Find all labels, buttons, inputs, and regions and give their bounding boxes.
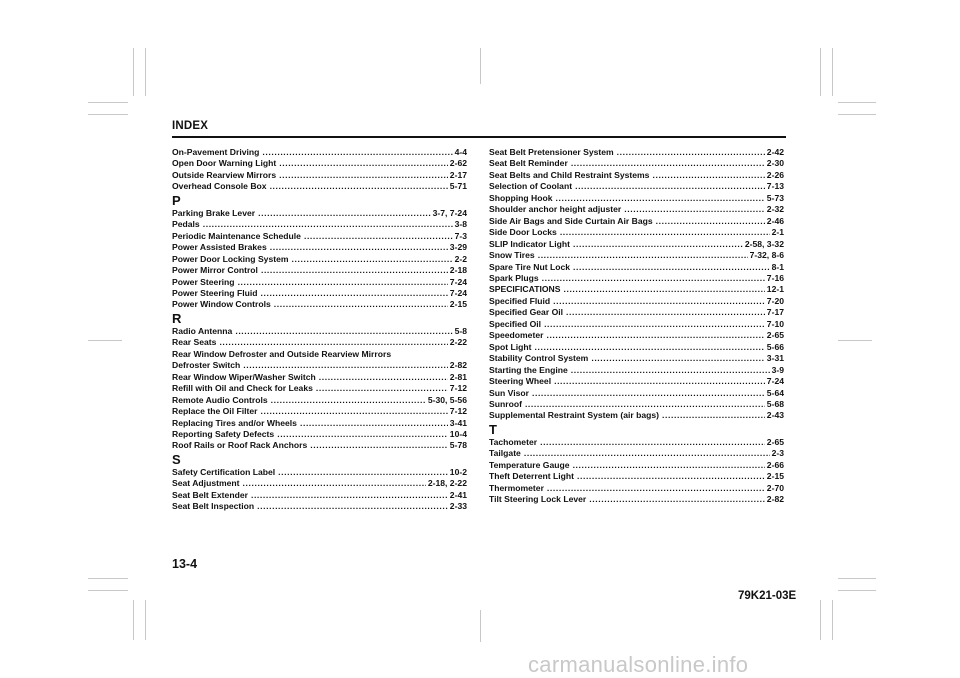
index-entry-title: Steering Wheel	[489, 376, 552, 387]
dot-leader	[571, 158, 765, 169]
index-entry-page: 7-12	[449, 383, 467, 394]
crop-mark	[838, 578, 876, 579]
dot-leader	[575, 181, 765, 192]
dot-leader	[279, 170, 448, 181]
dot-leader	[278, 467, 448, 478]
index-entry-page: 7-16	[766, 272, 784, 283]
dot-leader	[279, 158, 448, 169]
dot-leader	[203, 219, 453, 230]
index-entry	[172, 219, 467, 230]
index-entry	[489, 250, 784, 261]
index-entry	[172, 208, 467, 219]
index-entry-page: 2-82	[449, 360, 467, 371]
index-entry-page: 2-81	[449, 371, 467, 382]
index-entry-title: Power Assisted Brakes	[172, 242, 267, 253]
index-entry	[172, 242, 467, 253]
dot-leader	[524, 448, 770, 459]
index-entry-title: Power Mirror Control	[172, 265, 258, 276]
index-entry	[172, 372, 467, 383]
index-entry	[489, 471, 784, 482]
index-entry-title: Roof Rails or Roof Rack Anchors	[172, 440, 308, 451]
index-entry	[489, 399, 784, 410]
index-entry-page: 7-13	[766, 181, 784, 192]
index-entry-title: Periodic Maintenance Schedule	[172, 230, 301, 241]
dot-leader	[238, 277, 448, 288]
dot-leader	[656, 216, 765, 227]
index-entry	[172, 418, 467, 429]
index-entry-page: 4-4	[454, 147, 467, 157]
index-entry-title: Specified Oil	[489, 318, 542, 329]
index-entry-page: 7-24	[449, 276, 467, 287]
index-entry-page: 5-71	[449, 181, 467, 192]
index-entry-title: Seat Belt Pretensioner System	[489, 147, 614, 157]
index-entry-title: Speedometer	[489, 330, 544, 341]
header-rule	[172, 136, 786, 138]
index-entry-title: Open Door Warning Light	[172, 158, 277, 169]
index-entry-page: 2-18	[449, 265, 467, 276]
dot-leader	[525, 399, 765, 410]
dot-leader	[260, 406, 447, 417]
crop-mark	[145, 600, 146, 640]
dot-leader	[258, 208, 430, 219]
index-entry-title: Supplemental Restraint System (air bags)	[489, 410, 660, 421]
index-entry-title: Power Steering Fluid	[172, 287, 258, 298]
dot-leader	[262, 147, 452, 158]
index-entry-page: 7-24	[766, 376, 784, 387]
dot-leader	[652, 170, 764, 181]
index-entry-title: Reporting Safety Defects	[172, 428, 275, 439]
index-entry-title: Spare Tire Nut Lock	[489, 261, 571, 272]
index-entry-title: Seat Belt Inspection	[172, 501, 255, 512]
dot-leader	[566, 307, 765, 318]
index-entry-page: 2-62	[449, 158, 467, 169]
index-entry-title: SPECIFICATIONS	[489, 284, 561, 295]
page-title: INDEX	[172, 120, 209, 132]
index-entry-page: 2-1	[771, 227, 784, 238]
index-entry	[489, 410, 784, 421]
crop-mark	[88, 590, 128, 591]
dot-leader	[544, 319, 765, 330]
dot-leader	[624, 204, 765, 215]
index-entry	[172, 406, 467, 417]
crop-mark	[820, 600, 821, 640]
dot-leader	[243, 478, 426, 489]
index-entry	[489, 296, 784, 307]
index-entry	[489, 483, 784, 494]
crop-mark	[838, 102, 876, 103]
index-entry	[489, 460, 784, 471]
index-entry-page: 2-18, 2-22	[427, 478, 467, 489]
index-entry	[489, 388, 784, 399]
index-entry-title: Seat Belt Reminder	[489, 158, 568, 169]
index-entry-page: 10-2	[449, 466, 467, 477]
dot-leader	[573, 262, 770, 273]
dot-leader	[304, 231, 453, 242]
index-entry-page: 2-22	[449, 337, 467, 348]
index-entry	[489, 158, 784, 169]
dot-leader	[261, 265, 448, 276]
index-entry-page: 2-33	[449, 501, 467, 512]
index-entry-title: Shopping Hook	[489, 192, 553, 203]
index-entry	[172, 383, 467, 394]
index-entry-title: Starting the Engine	[489, 364, 568, 375]
index-entry-title: Spot Light	[489, 341, 532, 352]
index-entry-title: Power Door Locking System	[172, 253, 289, 264]
index-entry-title: Parking Brake Lever	[172, 207, 256, 218]
index-entry	[489, 193, 784, 204]
dot-leader	[300, 418, 448, 429]
index-entry	[172, 147, 467, 158]
dot-leader	[547, 483, 765, 494]
index-entry	[172, 158, 467, 169]
page-number: 13-4	[172, 557, 198, 571]
dot-leader	[553, 296, 765, 307]
index-entry-title: Seat Belt Extender	[172, 489, 248, 500]
index-entry	[489, 437, 784, 448]
index-entry-page: 5-68	[766, 398, 784, 409]
index-entry	[172, 231, 467, 242]
index-entry-title: Sun Visor	[489, 387, 529, 398]
dot-leader	[571, 365, 770, 376]
index-entry-page: 7-20	[766, 295, 784, 306]
index-entry	[489, 284, 784, 295]
index-entry-page: 2-65	[766, 330, 784, 341]
dot-leader	[310, 440, 448, 451]
dot-leader	[260, 288, 447, 299]
dot-leader	[556, 193, 765, 204]
index-entry-title: Radio Antenna	[172, 325, 233, 336]
index-entry-title: Thermometer	[489, 482, 544, 493]
dot-leader	[554, 376, 765, 387]
index-entry-title: Specified Gear Oil	[489, 307, 564, 318]
index-entry-heading: Rear Window Defroster and Outside Rearview Mirrors	[172, 348, 392, 359]
index-entry-title: Sunroof	[489, 398, 522, 409]
index-entry	[172, 360, 467, 371]
index-entry-title: Seat Belts and Child Restraint Systems	[489, 169, 650, 180]
index-entry-title: Temperature Gauge	[489, 459, 570, 470]
index-entry-page: 3-7, 7-24	[432, 207, 467, 218]
dot-leader	[270, 181, 448, 192]
index-entry	[489, 448, 784, 459]
index-entry-page: 5-78	[449, 440, 467, 451]
index-entry-title: Power Steering	[172, 276, 235, 287]
index-entry-title: Pedals	[172, 219, 200, 230]
index-entry-page: 12-1	[766, 284, 784, 295]
index-entry-title: Refill with Oil and Check for Leaks	[172, 383, 313, 394]
dot-leader	[532, 388, 765, 399]
index-entry-title: Side Air Bags and Side Curtain Air Bags	[489, 215, 653, 226]
index-entry-page: 3-9	[771, 364, 784, 375]
index-entry-title: Snow Tires	[489, 250, 535, 261]
index-column-left	[172, 147, 467, 513]
index-entry-page: 5-30, 5-56	[427, 394, 467, 405]
index-entry-title: Selection of Coolant	[489, 181, 573, 192]
dot-leader	[271, 395, 426, 406]
index-entry-title: Specified Fluid	[489, 295, 551, 306]
index-entry-page: 2-3	[771, 448, 784, 459]
index-entry	[489, 227, 784, 238]
index-entry	[172, 395, 467, 406]
index-section-letter: P	[172, 192, 181, 208]
dot-leader	[319, 372, 448, 383]
index-entry	[172, 181, 467, 192]
dot-leader	[577, 471, 765, 482]
index-entry	[172, 170, 467, 181]
index-entry	[489, 170, 784, 181]
dot-leader	[235, 326, 452, 337]
index-entry-page: 7-24	[449, 287, 467, 298]
crop-mark	[88, 114, 128, 115]
index-entry	[172, 277, 467, 288]
index-entry-title: Power Window Controls	[172, 299, 271, 310]
index-entry	[489, 273, 784, 284]
dot-leader	[560, 227, 770, 238]
index-entry-title: Side Door Locks	[489, 227, 557, 238]
index-entry-page: 2-2	[454, 253, 467, 264]
index-entry-title: Stability Control System	[489, 353, 589, 364]
watermark: carmanualsonline.info	[528, 652, 749, 677]
dot-leader	[563, 284, 764, 295]
index-entry-page: 2-15	[766, 471, 784, 482]
dot-leader	[251, 490, 448, 501]
crop-mark	[88, 578, 128, 579]
index-entry-title: Tachometer	[489, 436, 538, 447]
index-entry-title: Rear Window Wiper/Washer Switch	[172, 371, 316, 382]
index-entry-page: 3-31	[766, 353, 784, 364]
dot-leader	[540, 437, 765, 448]
index-entry-page: 5-66	[766, 341, 784, 352]
dot-leader	[292, 254, 453, 265]
dot-leader	[546, 330, 764, 341]
index-entry	[172, 478, 467, 489]
index-entry	[172, 326, 467, 337]
index-entry-title: Overhead Console Box	[172, 181, 267, 192]
index-entry-page: 2-41	[449, 489, 467, 500]
crop-mark	[133, 600, 134, 640]
index-section-letter: S	[172, 451, 181, 467]
crop-mark	[820, 48, 821, 96]
dot-leader	[573, 239, 743, 250]
index-section-letter: T	[489, 421, 497, 437]
index-entry	[489, 342, 784, 353]
crop-mark	[838, 114, 876, 115]
index-entry-title: Theft Deterrent Light	[489, 471, 574, 482]
index-entry-page: 2-26	[766, 169, 784, 180]
index-entry	[172, 467, 467, 478]
index-entry-page: 2-32	[766, 204, 784, 215]
index-entry-page: 2-15	[449, 299, 467, 310]
index-entry-page: 7-12	[449, 406, 467, 417]
index-entry	[489, 365, 784, 376]
index-entry-title: On-Pavement Driving	[172, 147, 260, 157]
dot-leader	[534, 342, 764, 353]
index-entry-title: Remote Audio Controls	[172, 394, 268, 405]
index-entry-page: 7-17	[766, 307, 784, 318]
dot-leader	[589, 494, 765, 505]
index-entry-title: Outside Rearview Mirrors	[172, 169, 277, 180]
index-entry-page: 10-4	[449, 428, 467, 439]
dot-leader	[274, 299, 448, 310]
index-entry-page: 2-58, 3-32	[744, 238, 784, 249]
dot-leader	[662, 410, 765, 421]
index-entry	[172, 337, 467, 348]
index-entry-title: Rear Seats	[172, 337, 217, 348]
index-entry-page: 3-8	[454, 219, 467, 230]
index-entry	[172, 299, 467, 310]
index-entry	[172, 501, 467, 512]
index-entry	[489, 204, 784, 215]
index-entry	[489, 376, 784, 387]
index-column-right	[489, 147, 784, 506]
index-entry	[489, 319, 784, 330]
dot-leader	[542, 273, 765, 284]
index-entry-title: Seat Adjustment	[172, 478, 240, 489]
index-entry-title: Spark Plugs	[489, 272, 539, 283]
index-entry-title: Defroster Switch	[172, 360, 241, 371]
index-entry-page: 2-17	[449, 169, 467, 180]
index-entry-title: Replace the Oil Filter	[172, 406, 258, 417]
index-entry-page: 2-66	[766, 459, 784, 470]
index-entry-page: 7-32, 8-6	[749, 250, 784, 261]
index-entry-title: SLIP Indicator Light	[489, 238, 571, 249]
dot-leader	[219, 337, 447, 348]
document-code: 79K21-03E	[738, 590, 797, 602]
dot-leader	[591, 353, 764, 364]
crop-mark	[88, 340, 122, 341]
index-entry	[172, 288, 467, 299]
index-entry	[489, 181, 784, 192]
index-entry	[489, 494, 784, 505]
dot-leader	[538, 250, 748, 261]
index-entry-page: 2-30	[766, 158, 784, 169]
index-entry	[489, 262, 784, 273]
index-entry-page: 2-82	[766, 494, 784, 505]
crop-mark	[88, 102, 128, 103]
index-entry	[489, 307, 784, 318]
crop-mark	[838, 590, 876, 591]
crop-mark	[145, 48, 146, 96]
crop-mark	[133, 48, 134, 96]
index-entry-page: 2-43	[766, 410, 784, 421]
index-entry	[172, 254, 467, 265]
index-entry-page: 5-64	[766, 387, 784, 398]
crop-mark	[832, 48, 833, 96]
index-entry	[489, 330, 784, 341]
crop-mark	[838, 340, 872, 341]
crop-mark	[480, 48, 481, 84]
index-entry-page: 2-42	[766, 147, 784, 157]
index-entry	[489, 216, 784, 227]
index-entry-title: Shoulder anchor height adjuster	[489, 204, 622, 215]
dot-leader	[257, 501, 448, 512]
index-entry	[172, 429, 467, 440]
dot-leader	[617, 147, 765, 158]
index-entry-page: 5-73	[766, 192, 784, 203]
index-entry	[172, 440, 467, 451]
index-section-letter: R	[172, 310, 182, 326]
crop-mark	[480, 610, 481, 642]
index-entry-title: Replacing Tires and/or Wheels	[172, 417, 297, 428]
index-entry-title: Tailgate	[489, 448, 521, 459]
dot-leader	[270, 242, 448, 253]
dot-leader	[243, 360, 448, 371]
index-entry	[172, 490, 467, 501]
index-entry-page: 2-46	[766, 215, 784, 226]
dot-leader	[573, 460, 765, 471]
index-entry	[489, 239, 784, 250]
index-entry-page: 8-1	[771, 261, 784, 272]
dot-leader	[316, 383, 448, 394]
index-entry	[489, 147, 784, 158]
index-entry-page: 3-29	[449, 242, 467, 253]
index-entry-page: 7-10	[766, 318, 784, 329]
index-entry-page: 2-70	[766, 482, 784, 493]
index-entry-page: 7-3	[454, 230, 467, 241]
index-entry-title: Safety Certification Label	[172, 466, 276, 477]
index-entry-page: 3-41	[449, 417, 467, 428]
index-entry-page: 5-8	[454, 325, 467, 336]
index-entry-page: 2-65	[766, 436, 784, 447]
index-entry	[172, 265, 467, 276]
index-entry	[489, 353, 784, 364]
dot-leader	[277, 429, 448, 440]
crop-mark	[832, 600, 833, 640]
index-entry-title: Tilt Steering Lock Lever	[489, 494, 587, 505]
